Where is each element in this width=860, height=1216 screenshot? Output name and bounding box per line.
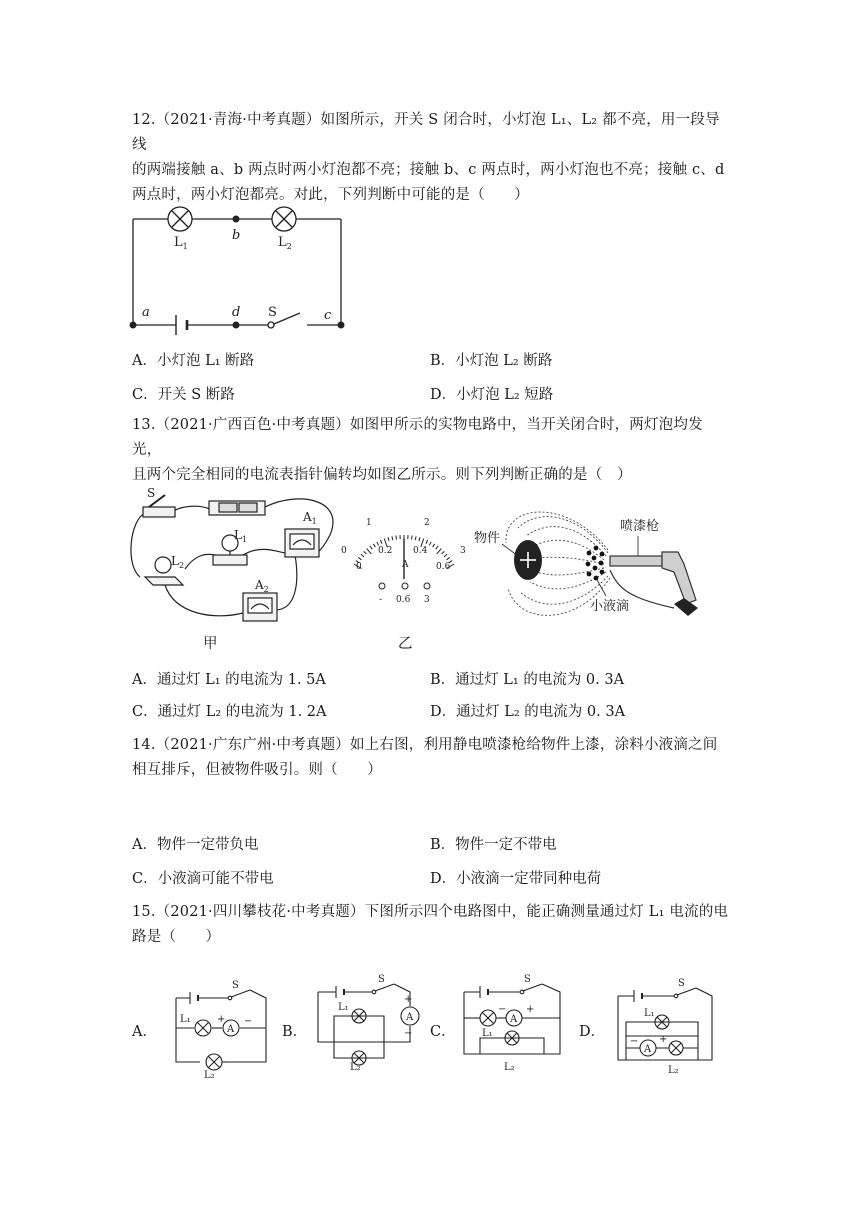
dial-tick bbox=[426, 540, 428, 544]
dial-tick bbox=[412, 536, 413, 540]
dial-tick bbox=[429, 542, 431, 546]
q12-label-S: S bbox=[268, 305, 277, 320]
q13-label-A1: $A_1$ bbox=[303, 510, 317, 526]
q15c-label-minus: − bbox=[498, 1004, 507, 1015]
q14-option-d[interactable]: D．小液滴一定带同种电荷 bbox=[430, 871, 602, 887]
q14-stem bbox=[132, 733, 732, 783]
q15c-label-L1: L₁ bbox=[482, 1028, 493, 1039]
q13-label-L1: $L_1$ bbox=[234, 528, 248, 544]
q15-stem-line2: 路是（ ） bbox=[132, 929, 221, 945]
q14-stem-line2: 相互排斥，但被物件吸引。则（ ） bbox=[132, 762, 382, 778]
q13-label-A2: $A_2$ bbox=[255, 578, 269, 594]
q15b-label-ammeter: A bbox=[406, 1012, 414, 1023]
q12-label-L2: $L_2$ bbox=[278, 235, 292, 251]
q15-choice-a-label[interactable]: A． bbox=[132, 1024, 157, 1040]
q12-stem-line2: 的两端接触 a、b 两点时两小灯泡都不亮；接触 b、c 两点时，两小灯泡也不亮；接触 c、d bbox=[132, 162, 725, 178]
dial-tick bbox=[436, 546, 438, 549]
dial-lower-3: 0.6 bbox=[436, 562, 451, 572]
dial-tick bbox=[437, 549, 442, 554]
q14-option-c[interactable]: C．小液滴可能不带电 bbox=[132, 871, 274, 887]
dial-tick bbox=[442, 551, 445, 554]
q15d-label-minus: − bbox=[630, 1036, 639, 1047]
q12-option-c[interactable]: C．开关 S 断路 bbox=[132, 387, 235, 403]
q14-label-spray-gun: 喷漆枪 bbox=[620, 519, 660, 534]
q15b-label-L2: L₂ bbox=[350, 1062, 361, 1073]
q15-circuit-a[interactable] bbox=[158, 978, 278, 1081]
dial-tick bbox=[388, 537, 389, 541]
dial-terminal-0.6: 0.6 bbox=[396, 595, 411, 605]
q14-label-droplet: 小液滴 bbox=[590, 599, 630, 614]
q13-ammeter-dial bbox=[338, 515, 478, 625]
q15a-label-ammeter: A bbox=[227, 1024, 235, 1035]
dial-tick bbox=[396, 536, 397, 540]
q13-stem-line1: 13.（2021·广西百色·中考真题）如图甲所示的实物电路中，当开关闭合时，两灯泡均发光， bbox=[132, 417, 703, 458]
q12-stem-line1: 12.（2021·青海·中考真题）如图所示，开关 S 闭合时，小灯泡 L₁、L₂ 都不亮，用一段导线 bbox=[132, 112, 720, 153]
q15-choice-d-label[interactable]: D． bbox=[579, 1024, 606, 1040]
q15c-label-S: S bbox=[524, 974, 531, 985]
q12-label-L1: $L_1$ bbox=[174, 235, 188, 251]
dial-terminal-minus: - bbox=[379, 595, 383, 605]
dial-tick bbox=[444, 554, 447, 557]
q15-stem-line1: 15.（2021·四川攀枝花·中考真题）下图所示四个电路图中，能正确测量通过灯 L₁ 电流的电 bbox=[132, 904, 729, 920]
q15b-label-L1: L₁ bbox=[338, 1002, 349, 1013]
q15-circuit-c[interactable] bbox=[456, 972, 576, 1072]
q15c-label-ammeter: A bbox=[510, 1014, 518, 1025]
q15-stem bbox=[132, 900, 732, 950]
q15a-label-L1: L₁ bbox=[180, 1014, 191, 1025]
q12-stem bbox=[132, 108, 732, 208]
q15a-label-S: S bbox=[232, 980, 239, 991]
dial-tick bbox=[392, 536, 393, 540]
dial-upper-2: 2 bbox=[424, 518, 430, 528]
q12-label-b: b bbox=[232, 228, 241, 243]
q14-option-a[interactable]: A．物件一定带负电 bbox=[132, 837, 259, 853]
q13-label-S: S bbox=[147, 486, 156, 500]
dial-tick bbox=[380, 540, 382, 544]
dial-unit: A bbox=[402, 560, 409, 570]
q13-figure-jia-caption: 甲 bbox=[203, 636, 218, 652]
q12-option-d[interactable]: D．小灯泡 L₂ 短路 bbox=[430, 387, 554, 403]
q14-stem-line1: 14.（2021·广东广州·中考真题）如上右图，利用静电喷漆枪给物件上漆，涂料小液滴之间 bbox=[132, 737, 718, 753]
q13-stem bbox=[132, 413, 732, 488]
q12-option-b[interactable]: B．小灯泡 L₂ 断路 bbox=[430, 353, 553, 369]
dial-tick bbox=[373, 544, 375, 547]
dial-tick bbox=[367, 549, 372, 554]
dial-terminal-3: 3 bbox=[424, 595, 430, 605]
q12-label-a: a bbox=[142, 305, 150, 320]
q15c-label-plus: + bbox=[526, 1004, 535, 1015]
q12-option-a[interactable]: A．小灯泡 L₁ 断路 bbox=[132, 353, 255, 369]
dial-tick bbox=[433, 544, 435, 547]
q15b-label-plus: + bbox=[404, 994, 413, 1005]
q15-choice-b-label[interactable]: B． bbox=[282, 1024, 308, 1040]
q13-figure-yi-caption: 乙 bbox=[398, 636, 413, 652]
q13-option-b[interactable]: B．通过灯 L₁ 的电流为 0. 3A bbox=[430, 672, 625, 688]
q13-option-a[interactable]: A．通过灯 L₁ 的电流为 1. 5A bbox=[132, 672, 326, 688]
dial-tick bbox=[361, 554, 364, 557]
dial-tick bbox=[419, 537, 420, 541]
q15b-label-minus: − bbox=[404, 1028, 413, 1039]
q15a-label-L2: L₂ bbox=[204, 1070, 215, 1081]
q15d-label-plus: + bbox=[659, 1034, 668, 1045]
q13-option-d[interactable]: D．通过灯 L₂ 的电流为 0. 3A bbox=[430, 704, 626, 720]
q14-option-b[interactable]: B．物件一定不带电 bbox=[430, 837, 557, 853]
q15-circuit-b[interactable] bbox=[306, 970, 431, 1073]
q15d-label-L1: L₁ bbox=[644, 1008, 655, 1019]
q15a-label-minus: − bbox=[244, 1016, 253, 1027]
q15-circuit-d[interactable] bbox=[604, 976, 729, 1076]
q15a-label-plus: + bbox=[217, 1014, 226, 1025]
q15d-label-S: S bbox=[678, 978, 685, 989]
dial-tick bbox=[364, 551, 367, 554]
q15d-label-ammeter: A bbox=[644, 1044, 652, 1055]
dial-upper-1: 1 bbox=[366, 518, 372, 528]
dial-tick bbox=[358, 557, 361, 560]
q13-option-c[interactable]: C．通过灯 L₂ 的电流为 1. 2A bbox=[132, 704, 327, 720]
q12-label-c: c bbox=[324, 308, 332, 323]
q15-choice-c-label[interactable]: C． bbox=[430, 1024, 456, 1040]
q15c-label-L2: L₂ bbox=[504, 1062, 515, 1073]
q12-stem-line3: 两点时，两小灯泡都亮。对此，下列判断中可能的是（ ） bbox=[132, 187, 529, 203]
q12-circuit-diagram bbox=[125, 205, 365, 335]
dial-tick bbox=[447, 557, 450, 560]
dial-lower-2: 0.4 bbox=[413, 546, 428, 556]
q15d-label-L2: L₂ bbox=[668, 1065, 679, 1076]
q14-label-object: 物件 bbox=[474, 531, 501, 546]
dial-upper-0: 0 bbox=[341, 546, 347, 556]
dial-upper-3: 3 bbox=[460, 546, 466, 556]
dial-tick bbox=[370, 546, 372, 549]
dial-tick bbox=[377, 542, 379, 546]
dial-tick bbox=[415, 536, 416, 540]
q14-spray-gun-figure bbox=[474, 508, 713, 628]
q12-label-d: d bbox=[232, 305, 241, 320]
q13-physical-circuit bbox=[125, 485, 340, 625]
dial-lower-1: 0.2 bbox=[378, 546, 393, 556]
dial-lower-0: 0 bbox=[356, 562, 362, 572]
q13-label-L2: $L_2$ bbox=[171, 554, 185, 570]
q15b-label-S: S bbox=[378, 974, 385, 985]
q13-stem-line2: 且两个完全相同的电流表指针偏转均如图乙所示。则下列判断正确的是（ ） bbox=[132, 467, 632, 483]
